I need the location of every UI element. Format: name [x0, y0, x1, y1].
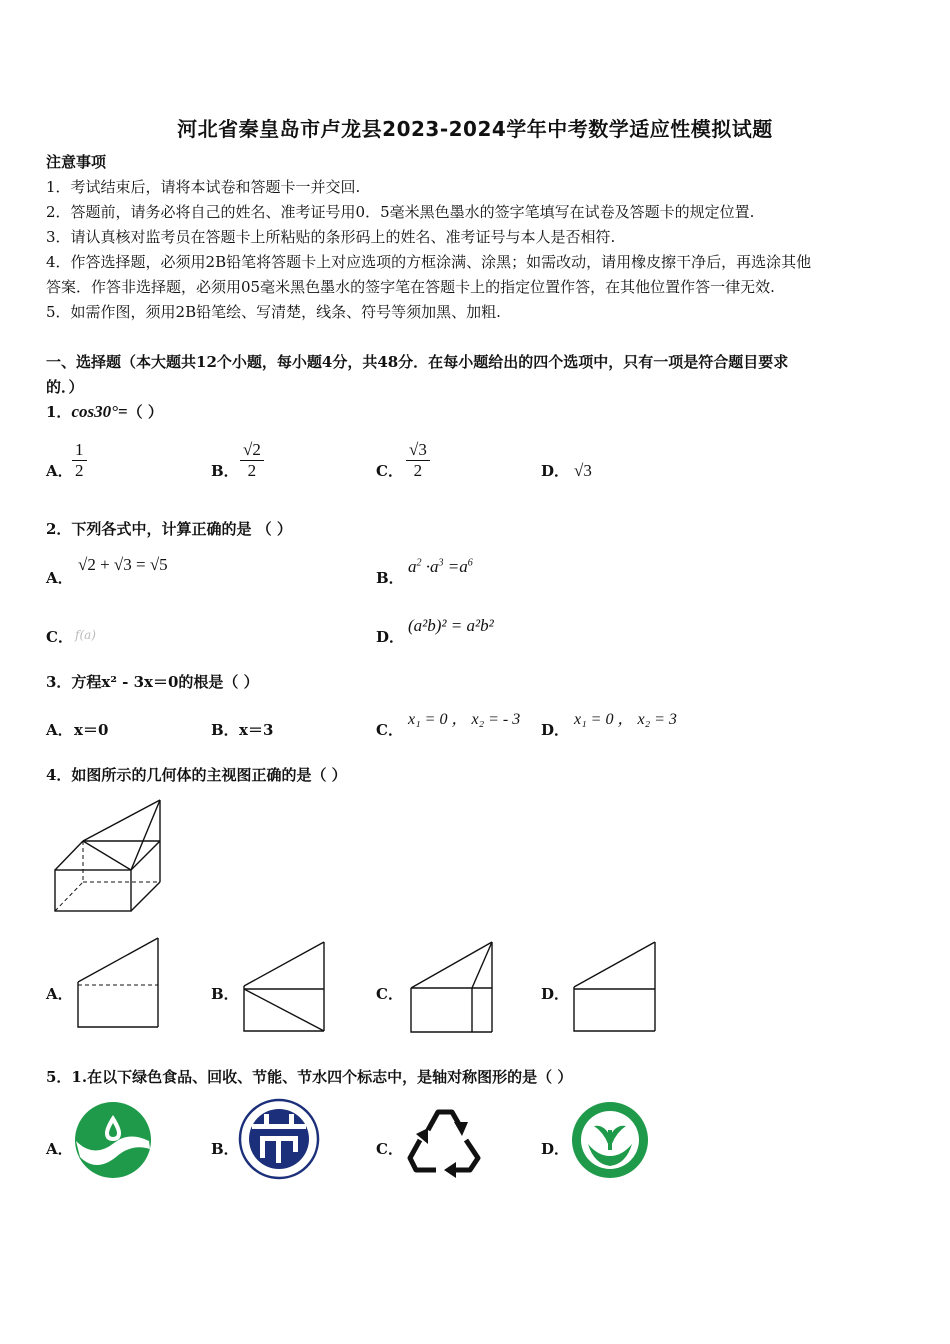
option-label: D．: [376, 628, 405, 646]
option-label: B．: [211, 985, 239, 1003]
q2-b-base: a: [408, 557, 417, 576]
q3-option-b[interactable]: x＝3: [239, 721, 274, 739]
notice-item: 答案．作答非选择题，必须用05毫米黑色墨水的签字笔在答题卡上的指定位置作答，在其他位置作答一律无效.: [46, 278, 775, 296]
q1-a-numerator: 1: [72, 440, 87, 461]
q1-c-denominator: 2: [413, 461, 423, 480]
q5-option-a-water-saving-logo[interactable]: [74, 1101, 154, 1179]
option-label: C．: [376, 985, 403, 1003]
section-header: 一、选择题（本大题共12个小题，每小题4分，共48分．在每小题给出的四个选项中，只有一项是符合题目要求: [46, 353, 789, 371]
option-label: B．: [211, 1140, 239, 1158]
q1-option-b[interactable]: [240, 440, 264, 481]
q2-b-base: a: [459, 557, 468, 576]
question-4: 4．如图所示的几何体的主视图正确的是（ ）: [46, 766, 347, 784]
q4-option-d[interactable]: [573, 941, 659, 1034]
question-number: 1．: [46, 403, 72, 421]
notice-item: 1．考试结束后，请将本试卷和答题卡一并交回.: [46, 178, 361, 196]
q1-expression: cos30°=: [71, 402, 128, 421]
q5-option-d-green-food-logo[interactable]: [570, 1100, 650, 1180]
q2-b-base: a: [430, 557, 439, 576]
option-label: B．: [211, 721, 239, 739]
q4-solid-figure: [50, 798, 170, 916]
page-title: 河北省秦皇岛市卢龙县2023-2024学年中考数学适应性模拟试题: [177, 117, 773, 141]
option-label: D．: [541, 985, 570, 1003]
notice-item: 5．如需作图，须用2B铅笔绘、写清楚，线条、符号等须加黑、加粗.: [46, 303, 501, 321]
question-2: 2．下列各式中，计算正确的是 （ ）: [46, 520, 292, 538]
q1-paren: （ ）: [127, 403, 163, 421]
notice-item: 2．答题前，请务必将自己的姓名、准考证号用0．5毫米黑色墨水的签字笔填写在试卷及答题卡的规定位置.: [46, 203, 755, 221]
q1-b-numerator: √2: [240, 440, 264, 461]
q3-option-a[interactable]: x＝0: [74, 721, 109, 739]
q5-option-b-energy-saving-logo[interactable]: [238, 1098, 320, 1180]
option-label: D．: [541, 462, 570, 480]
option-label: A．: [46, 721, 73, 739]
question-3: 3．方程x² - 3x＝0的根是（ ）: [46, 673, 259, 691]
section-header-cont: 的．）: [46, 378, 84, 396]
q1-option-d[interactable]: √3: [574, 461, 592, 480]
q1-a-denominator: 2: [75, 461, 84, 480]
q3-option-c[interactable]: x₁ = 0 ， x₂ = - 3: [408, 711, 521, 728]
option-label: D．: [541, 1140, 570, 1158]
option-label: B．: [376, 569, 404, 587]
question-5: 5．1.在以下绿色食品、回收、节能、节水四个标志中，是轴对称图形的是（ ）: [46, 1068, 573, 1086]
notice-item: 4．作答选择题，必须用2B铅笔将答题卡上对应选项的方框涂满、涂黑；如需改动，请用橡皮擦干净后，再选涂其他: [46, 253, 812, 271]
notice-heading: 注意事项: [46, 153, 107, 171]
option-label: A．: [46, 569, 73, 587]
q1-option-c[interactable]: [406, 440, 430, 481]
option-label: B．: [211, 462, 239, 480]
option-label: D．: [541, 721, 570, 739]
q1-b-denominator: 2: [247, 461, 257, 480]
option-label: A．: [46, 1140, 73, 1158]
q4-option-b[interactable]: [243, 941, 327, 1034]
q4-option-c[interactable]: [410, 941, 496, 1034]
q2-option-b[interactable]: $a^2 \cdot a^3 =a^6$: [408, 557, 473, 576]
question-1: [46, 399, 163, 425]
q3-option-d[interactable]: x₁ = 0 ， x₂ = 3: [574, 711, 677, 728]
option-label: C．: [376, 721, 403, 739]
option-label: A．: [46, 462, 73, 480]
option-label: C．: [376, 462, 403, 480]
option-label: A．: [46, 985, 73, 1003]
option-label: C．: [46, 628, 73, 646]
q4-option-a[interactable]: [77, 937, 161, 1030]
notice-item: 3．请认真核对监考员在答题卡上所粘贴的条形码上的姓名、准考证号与本人是否相符.: [46, 228, 616, 246]
q1-option-a[interactable]: [72, 440, 87, 481]
q2-option-d[interactable]: (a²b)² = a²b²: [408, 616, 494, 635]
q5-option-c-recycle-logo[interactable]: [404, 1100, 486, 1180]
q1-c-numerator: √3: [406, 440, 430, 461]
option-label: C．: [376, 1140, 403, 1158]
q2-option-a[interactable]: √2 + √3 = √5: [78, 555, 168, 574]
q2-option-c[interactable]: f(a): [75, 628, 96, 642]
